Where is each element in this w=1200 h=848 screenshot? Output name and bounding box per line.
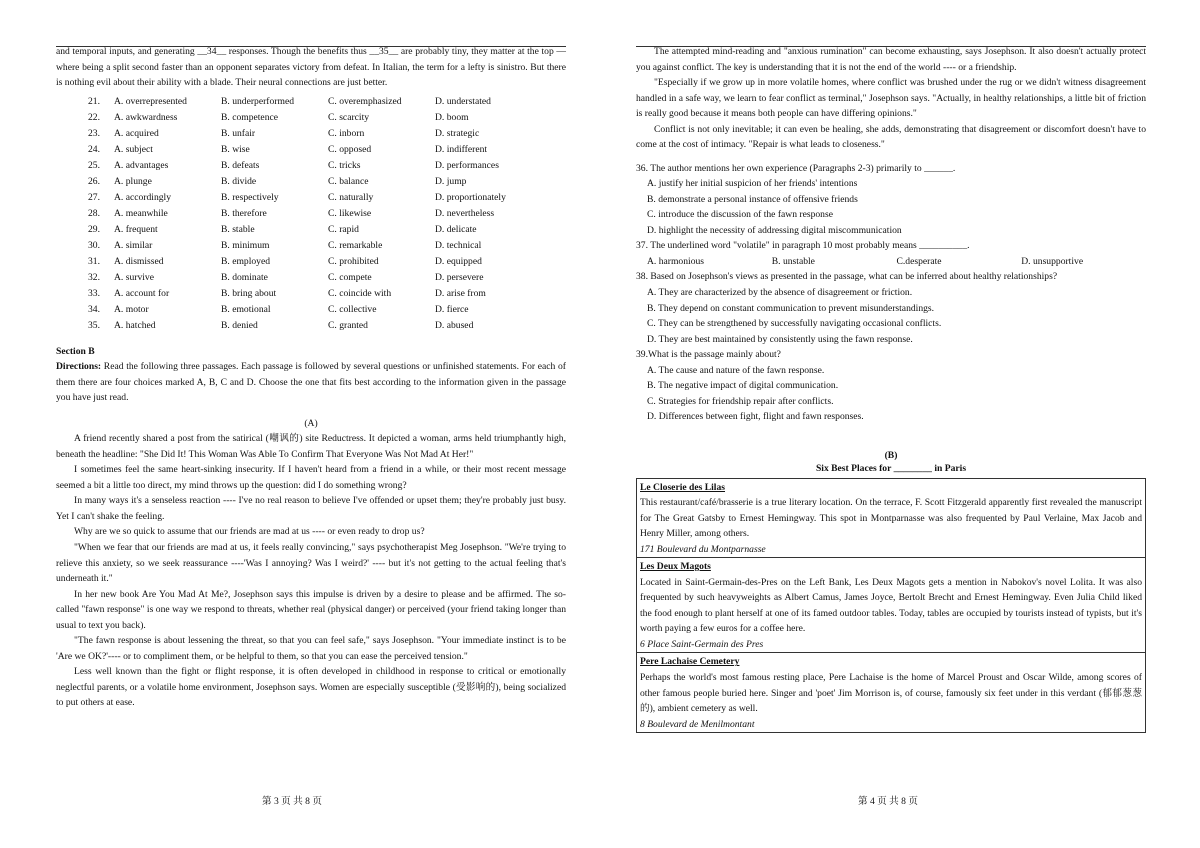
answer-choice: D. They are best maintained by consistently using the fawn response. (647, 333, 913, 345)
passage-paragraph: I sometimes feel the same heart-sinking insecurity. If I haven't heard from a friend in a while, or their most recent message seemed a bit a little too direct, my mind throws up the question: did I do something wrong? (56, 464, 566, 491)
option-d: D. nevertheless (435, 207, 495, 219)
option-a: A. frequent (114, 223, 158, 235)
passage-paragraph: "The fawn response is about lessening the threat, so that you can feel safe," says Josephson. "Your immediate instinct is to be 'Are we OK?'---- or to compliment them, or be helpful to them, so that you can ease the perceived tension." (56, 635, 566, 662)
passage-b-title: Six Best Places for ________ in Paris (815, 463, 967, 475)
option-a: A. similar (114, 239, 153, 251)
option-row (88, 206, 542, 222)
passage-a-continued (636, 44, 1146, 153)
passage-paragraph: "When we fear that our friends are mad at us, it feels really convincing," says psychotherapist Meg Josephson. "We're trying to relieve this anxiety, so we seek reassurance ----'Was I annoying? Was I weird?' ---- but it's not getting to the actual feeling that's underneath it." (56, 541, 566, 585)
option-row (88, 94, 542, 110)
questions-36-39 (636, 161, 1146, 425)
cloze-intro: and temporal inputs, and generating __34__ responses. Though the benefits thus __35__ are probably tiny, they matter at the top — where being a split second faster than an opponent separates victory from defeat. In Italian, the term for a lefty is sinistro. But there is nothing evil about their ability with a blade. Their neural connections are just better. (56, 46, 566, 89)
question-stem: 37. The underlined word "volatile" in paragraph 10 most probably means __________. (636, 240, 970, 252)
directions-text: Read the following three passages. Each passage is followed by several questions or unfinished statements. For each of them there are four choices marked A, B, C and D. Choose the one that fits best according to the information given in the passage you have just read. (56, 361, 566, 404)
option-c: C. scarcity (328, 111, 370, 123)
option-b: B. respectively (221, 191, 279, 203)
passage-paragraph: In her new book Are You Mad At Me?, Josephson says this impulse is driven by a desire to please and be affirmed. The so-called "fawn response" is one way we respond to threats, whether real (physical danger) or perceived (your friend taking longer than usual to text you back). (56, 588, 566, 631)
option-b: B. divide (221, 175, 257, 187)
option-c: C. inborn (328, 127, 365, 139)
option-a: A. account for (114, 287, 170, 299)
page-footer-right: 第 4 页 共 8 页 (858, 796, 918, 807)
passage-paragraph: Conflict is not only inevitable; it can even be healing, she adds, demonstrating that disagreement or discomfort doesn't have to come at the cost of intimacy. "Repair is what leads to closeness." (636, 123, 1146, 151)
passage-paragraph: The attempted mind-reading and "anxious rumination" can become exhausting, says Josephson. It also doesn't actually protect you against conflict. The key is understanding that it is not the end of the world ---- or a friendship. (636, 46, 1146, 73)
option-row (88, 238, 542, 254)
left-page (56, 44, 566, 711)
option-a: A. survive (114, 271, 154, 283)
option-a: A. meanwhile (114, 207, 168, 219)
answer-choice: A. The cause and nature of the fawn response. (647, 364, 825, 376)
option-d: D. equipped (435, 255, 482, 267)
answer-choices-inline (636, 254, 1146, 270)
option-b: B. bring about (221, 287, 277, 299)
option-row (88, 174, 542, 190)
option-row (88, 110, 542, 126)
option-n: 21. (88, 95, 100, 107)
passage-paragraph: "Especially if we grow up in more volatile homes, where conflict was brushed under the rug or we didn't witness disagreement handled in a safe way, we learn to fear conflict as terminal," Josephson says. "Actually, in healthy relationships, a little bit of friction is really good because it means both people can have differing opinions." (636, 77, 1146, 120)
section-b-title: Section B (56, 345, 95, 357)
option-n: 23. (88, 127, 100, 139)
option-b: B. minimum (221, 239, 270, 251)
option-row (88, 270, 542, 286)
option-b: B. emotional (221, 303, 271, 315)
option-row (88, 158, 542, 174)
option-d: D. indifferent (435, 143, 488, 155)
option-n: 22. (88, 111, 100, 123)
option-c: C. granted (328, 319, 368, 331)
option-n: 27. (88, 191, 100, 203)
option-d: D. boom (435, 111, 469, 123)
option-a: A. acquired (114, 127, 159, 139)
option-a: A. subject (114, 143, 153, 155)
option-c: C. coincide with (328, 287, 392, 299)
option-a: A. motor (114, 303, 149, 315)
page-footer-left: 第 3 页 共 8 页 (262, 796, 322, 807)
option-row (88, 126, 542, 142)
answer-choice: B. demonstrate a personal instance of offensive friends (647, 193, 858, 205)
option-b: B. employed (221, 255, 271, 267)
option-n: 31. (88, 255, 100, 267)
option-d: D. proportionately (435, 191, 506, 203)
option-row (88, 142, 542, 158)
place-address: 8 Boulevard de Menilmontant (640, 718, 755, 730)
passage-paragraph: In many ways it's a senseless reaction ---- I've no real reason to believe I've offended or upset them; they're probably just busy. Yet I can't shake the feeling. (56, 495, 566, 522)
passage-b-label: (B) (884, 449, 898, 461)
answer-choice: D. Differences between fight, flight and fawn responses. (647, 411, 864, 423)
option-d: D. persevere (435, 271, 484, 283)
option-c: C. likewise (328, 207, 372, 219)
option-n: 35. (88, 319, 100, 331)
option-c: C. collective (328, 303, 377, 315)
option-b: B. competence (221, 111, 279, 123)
option-row (88, 190, 542, 206)
place-address: 6 Place Saint-Germain des Pres (640, 638, 764, 650)
answer-choice: A. justify her initial suspicion of her friends' intentions (647, 178, 858, 190)
option-c: C. overemphasized (328, 95, 402, 107)
option-d: D. delicate (435, 223, 477, 235)
option-a: A. overrepresented (114, 95, 187, 107)
option-b: B. defeats (221, 159, 260, 171)
question-stem: 39.What is the passage mainly about? (636, 349, 781, 361)
option-c: C. balance (328, 175, 369, 187)
passage-paragraph: Less well known than the fight or flight response, it is often developed in childhood in response to critical or emotionally neglectful parents, or a volatile home environment, Josephson says. Women are especially susceptible (受影响的), being socialized to put others at ease. (56, 666, 566, 709)
place-name: Pere Lachaise Cemetery (640, 656, 740, 668)
directions (56, 359, 566, 406)
directions-label: Directions: (56, 361, 102, 373)
option-b: B. therefore (221, 207, 267, 219)
answer-choice: A. They are characterized by the absence of disagreement or friction. (647, 286, 913, 298)
option-d: D. performances (435, 159, 499, 171)
place-address: 171 Boulevard du Montparnasse (640, 543, 766, 555)
option-a: A. advantages (114, 159, 169, 171)
option-c: C. opposed (328, 143, 372, 155)
place-description: This restaurant/café/brasserie is a true literary location. On the terrace, F. Scott Fitzgerald apparently first revealed the manuscript for The Great Gatsby to Ernest Hemingway. This spot in Montparnasse was also frequented by Paul Verlaine, Max Jacob and Henry Miller, among others. (640, 497, 1142, 540)
option-d: D. technical (435, 239, 482, 251)
option-n: 33. (88, 287, 100, 299)
option-a: A. accordingly (114, 191, 172, 203)
option-a: A. dismissed (114, 255, 164, 267)
question-stem: 36. The author mentions her own experience (Paragraphs 2-3) primarily to ______. (636, 162, 956, 174)
option-n: 25. (88, 159, 100, 171)
option-n: 30. (88, 239, 100, 251)
question-stem: 38. Based on Josephson's views as presented in the passage, what can be inferred about healthy relationships? (636, 271, 1058, 283)
option-d: D. jump (435, 175, 467, 187)
option-d: D. understated (435, 95, 491, 107)
place-name: Le Closerie des Lilas (640, 481, 726, 493)
answer-choice: A. harmonious (647, 255, 705, 267)
place-entry (637, 479, 1145, 558)
option-n: 28. (88, 207, 100, 219)
option-row (88, 302, 542, 318)
option-d: D. fierce (435, 303, 469, 315)
option-a: A. plunge (114, 175, 152, 187)
answer-choice: B. The negative impact of digital communication. (647, 380, 839, 392)
answer-choice: C. They can be strengthened by successfully navigating occasional conflicts. (647, 318, 942, 330)
place-description: Perhaps the world's most famous resting place, Pere Lachaise is the home of Marcel Proust and Oscar Wilde, among scores of other famous people buried here. Singer and 'poet' Jim Morrison is, of course, famously six feet under in this verdant (郁郁葱葱的), ambient cemetery as well. (640, 671, 1142, 715)
option-b: B. stable (221, 223, 255, 235)
option-d: D. abused (435, 319, 474, 331)
option-d: D. strategic (435, 127, 480, 139)
passage-a-body (56, 431, 566, 711)
option-a: A. awkwardness (114, 111, 178, 123)
option-c: C. remarkable (328, 239, 383, 251)
option-d: D. arise from (435, 287, 486, 299)
place-entry (637, 557, 1145, 652)
place-entry (637, 652, 1145, 732)
place-name: Les Deux Magots (640, 561, 711, 573)
answer-choice: C. Strategies for friendship repair after conflicts. (647, 395, 834, 407)
option-c: C. rapid (328, 223, 359, 235)
places-box (636, 478, 1146, 734)
option-c: C. naturally (328, 191, 374, 203)
option-b: B. denied (221, 319, 258, 331)
option-row (88, 222, 542, 238)
option-n: 32. (88, 271, 100, 283)
option-c: C. compete (328, 271, 372, 283)
option-n: 29. (88, 223, 100, 235)
passage-paragraph: Why are we so quick to assume that our friends are mad at us ---- or even ready to drop us? (74, 526, 425, 538)
option-a: A. hatched (114, 319, 156, 331)
right-page (636, 44, 1146, 733)
passage-a-label: (A) (304, 417, 318, 429)
answer-choice: C.desperate (896, 255, 942, 267)
option-row (88, 286, 542, 302)
option-c: C. prohibited (328, 255, 379, 267)
answer-choice: C. introduce the discussion of the fawn response (647, 209, 833, 221)
option-row (88, 254, 542, 270)
answer-choice: D. highlight the necessity of addressing digital miscommunication (647, 224, 902, 236)
answer-choice: D. unsupportive (1021, 255, 1084, 267)
option-n: 26. (88, 175, 100, 187)
option-b: B. wise (221, 143, 250, 155)
option-n: 24. (88, 143, 100, 155)
option-b: B. underperformed (221, 95, 294, 107)
option-b: B. dominate (221, 271, 268, 283)
option-b: B. unfair (221, 127, 256, 139)
option-row (88, 318, 542, 334)
answer-choice: B. They depend on constant communication to prevent misunderstandings. (647, 302, 935, 314)
answer-choice: B. unstable (771, 255, 815, 267)
option-c: C. tricks (328, 159, 361, 171)
option-n: 34. (88, 303, 100, 315)
place-description: Located in Saint-Germain-des-Pres on the Left Bank, Les Deux Magots gets a mention in Nabokov's novel Lolita. It was also frequented by such heavyweights as Albert Camus, James Joyce, Bertolt Brecht and Ernest Hemingway. Even Julia Child liked the food enough to plant herself at one of its famed outdoor tables. Today, tables are occupied by tourists instead of typists, but it's worth paying a few euros for a coffee here. (640, 576, 1142, 635)
passage-paragraph: A friend recently shared a post from the satirical (嘲讽的) site Reductress. It depicted a woman, arms held triumphantly high, beneath the headline: "She Did It! This Woman Was Able To Confirm That Everyone Was Not Mad At Her!" (56, 433, 566, 460)
cloze-options (88, 94, 542, 334)
